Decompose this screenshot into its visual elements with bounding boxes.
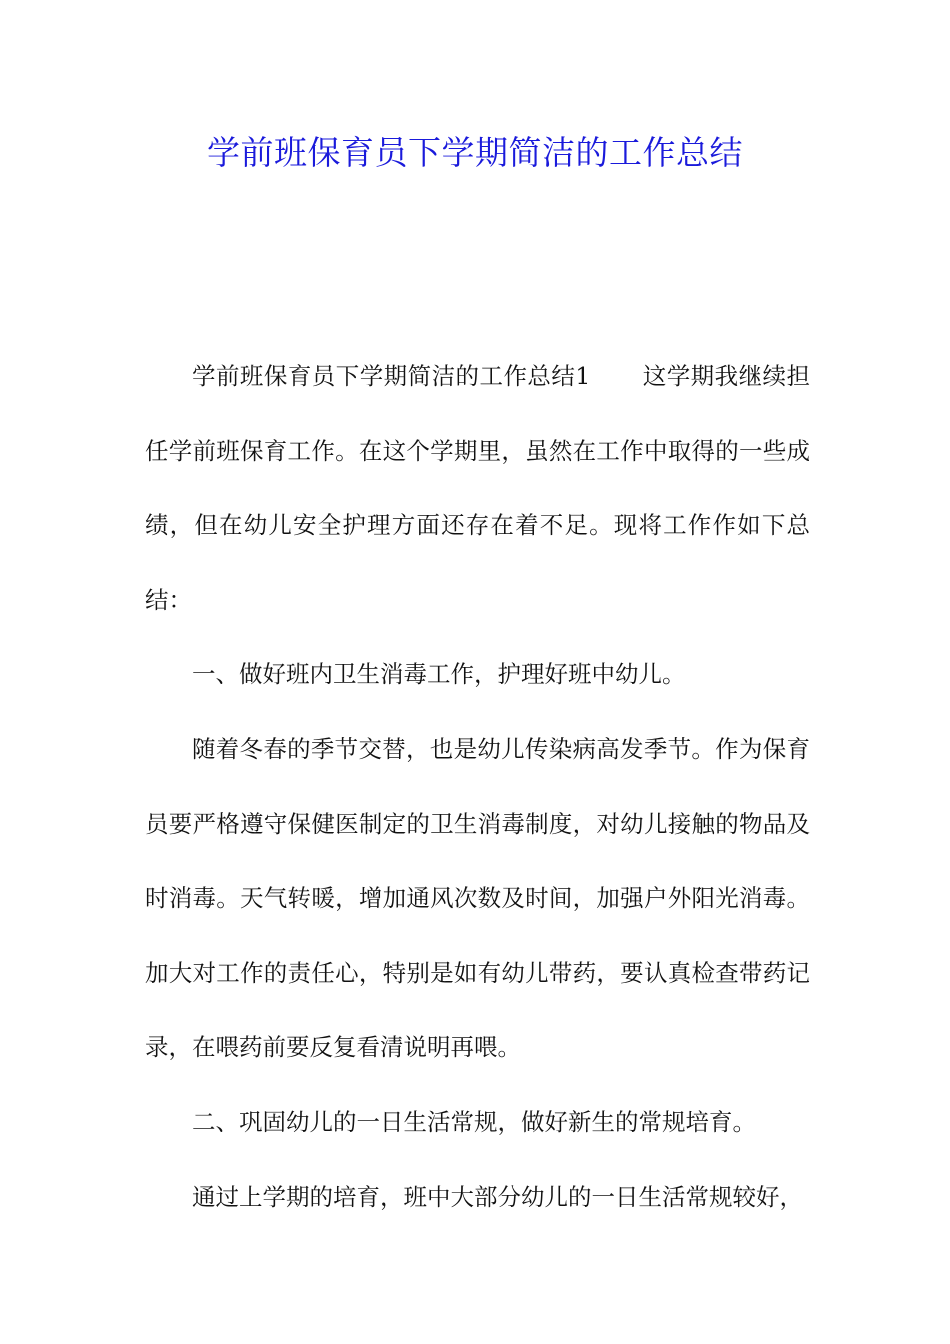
section-paragraph-1: 随着冬春的季节交替，也是幼儿传染病高发季节。作为保育员要严格遵守保健医制定的卫生消毒制度，对幼儿接触的物品及时消毒。天气转暖，增加通风次数及时间，加强户外阳光消毒。加大对工作的责任心，特别是如有幼儿带药，要认真检查带药记录，在喂药前要反复看清说明再喂。 bbox=[145, 734, 810, 1062]
section-heading-2: 二、巩固幼儿的一日生活常规，做好新生的常规培育。 bbox=[192, 1107, 756, 1136]
document-title: 学前班保育员下学期简洁的工作总结 bbox=[207, 133, 743, 172]
section-paragraph-2: 通过上学期的培育，班中大部分幼儿的一日生活常规较好， bbox=[192, 1182, 803, 1211]
intro-paragraph bbox=[145, 339, 810, 637]
document-body bbox=[145, 339, 810, 1234]
intro-text: 这学期我继续担任学前班保育工作。在这个学期里，虽然在工作中取得的一些成绩，但在幼儿安全护理方面还存在着不足。现将工作作如下总结： bbox=[145, 362, 811, 614]
intro-heading: 学前班保育员下学期简洁的工作总结1 bbox=[192, 362, 591, 390]
section-heading-1: 一、做好班内卫生消毒工作，护理好班中幼儿。 bbox=[192, 660, 686, 689]
